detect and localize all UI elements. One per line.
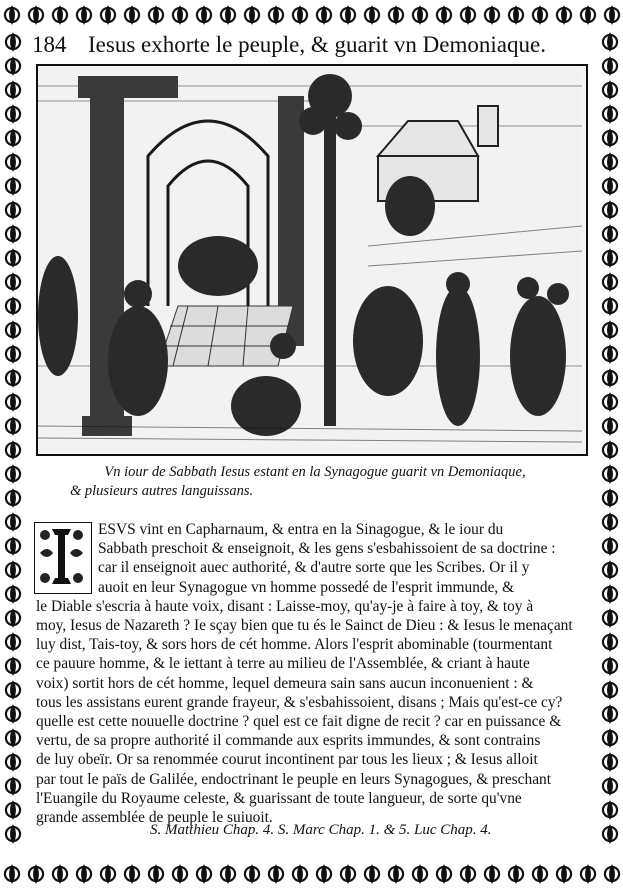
text-line: vertu, de sa propre authorité il commande aux esprits immundes, & sont contrains bbox=[36, 732, 541, 750]
page-header bbox=[32, 30, 592, 62]
text-line: moy, Iesus de Nazareth ? Ie sçay bien que tu és le Sainct de Dieu : & Iesus le menaçant bbox=[36, 617, 573, 635]
running-title: Iesus exhorte le peuple, & guarit vn Demoniaque. bbox=[88, 32, 546, 57]
text-line: quelle est cette nouuelle doctrine ? quel est ce fait digne de recit ? car en puissance & bbox=[36, 713, 562, 731]
text-line: par tout le païs de Galilée, endoctrinant le peuple en leurs Synagogues, & preschant bbox=[36, 770, 551, 788]
text-line: tous les assistans eurent grande frayeur, & s'esbahissoient, disans ; Mais qu'est-ce cy? bbox=[36, 693, 563, 711]
text-line: grande assemblée de peuple le suiuoit. bbox=[36, 809, 273, 827]
text-line: de luy obeïr. Or sa renommée courut incontinent par tous les lieux ; & Iesus alloit bbox=[36, 751, 538, 769]
ornament-pattern-bottom bbox=[0, 857, 623, 891]
page-number: 184 bbox=[32, 32, 67, 57]
ornament-pattern-right bbox=[597, 30, 623, 857]
ornamental-border-right bbox=[597, 30, 623, 857]
text-line: ce pauure homme, & le iettant à terre au milieu de l'Assemblée, & criant à haute bbox=[36, 655, 530, 673]
text-line: auoit en leur Synagogue vn homme possedé de l'esprit immunde, & bbox=[98, 578, 515, 596]
woodcut-scene bbox=[38, 66, 582, 450]
ornamental-border-left bbox=[0, 30, 26, 857]
scripture-references: S. Matthieu Chap. 4. S. Marc Chap. 1. & 5. Luc Chap. 4. bbox=[150, 822, 492, 838]
illustration-caption bbox=[60, 463, 570, 501]
body-text bbox=[36, 520, 592, 827]
tiled-floor bbox=[158, 306, 293, 366]
text-line: Sabbath preschoit & enseignoit, & les gens s'esbahissoient de sa doctrine : bbox=[98, 540, 556, 558]
caption-line-1: Vn iour de Sabbath Iesus estant en la Synagogue guarit vn Demoniaque, bbox=[104, 464, 526, 480]
text-line: le Diable s'escria à haute voix, disant : Laisse-moy, qu'ay-je à faire à toy, & toy à bbox=[36, 597, 534, 615]
text-line: car il enseignoit auec authorité, & d'autre sorte que les Scribes. Or il y bbox=[98, 559, 530, 577]
ornament-pattern-left bbox=[0, 30, 26, 857]
text-line: ESVS vint en Capharnaum, & entra en la Sinagogue, & le iour du bbox=[98, 521, 504, 538]
ornamental-border-top bbox=[0, 0, 623, 30]
ornamental-border-bottom bbox=[0, 857, 623, 891]
text-line: voix) sortit hors de cét homme, lequel demeura sain sans aucun inconuenient : & bbox=[36, 674, 534, 692]
caption-line-2: & plusieurs autres languissans. bbox=[70, 483, 254, 499]
woodcut-illustration bbox=[36, 64, 588, 456]
text-line: luy dist, Tais-toy, & sors hors de cét homme. Alors l'esprit abominable (tourmentant bbox=[36, 636, 553, 654]
text-line: l'Euangile du Royaume celeste, & guarissant de toute langueur, de sorte qu'vne bbox=[36, 789, 522, 807]
ornament-pattern-top bbox=[0, 0, 623, 30]
